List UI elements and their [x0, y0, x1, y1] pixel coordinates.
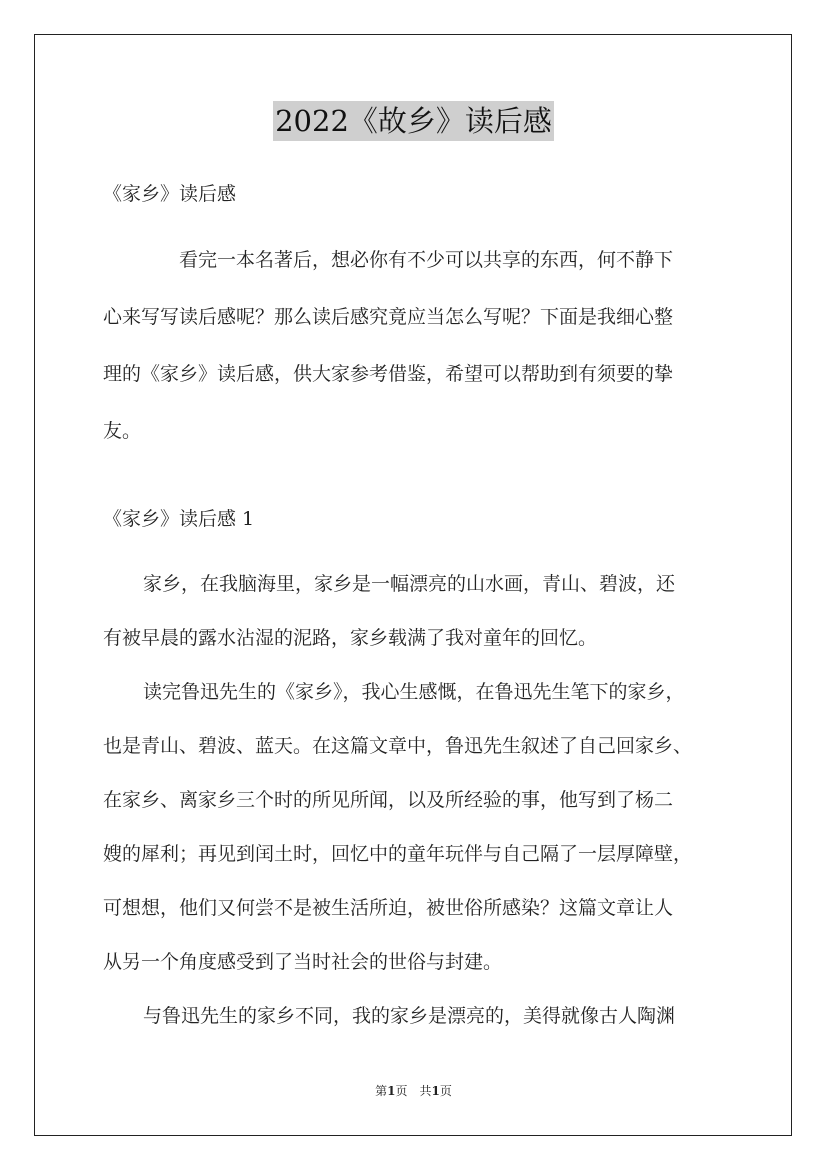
body-line: 在家乡、离家乡三个时的所见所闻，以及所经验的事，他写到了杨二	[103, 789, 674, 811]
page-footer	[0, 1083, 827, 1099]
intro-paragraph	[103, 232, 733, 460]
intro-line: 心来写写读后感呢？那么读后感究竟应当怎么写呢？下面是我细心整	[103, 306, 674, 328]
footer-mid: 页 共	[395, 1084, 432, 1098]
section-heading: 《家乡》读后感 1	[103, 508, 255, 530]
intro-line: 看完一本名著后，想必你有不少可以共享的东西，何不静下	[179, 249, 674, 271]
body-line: 家乡，在我脑海里，家乡是一幅漂亮的山水画，青山、碧波，还	[143, 573, 676, 595]
body-line: 与鲁迅先生的家乡不同，我的家乡是漂亮的，美得就像古人陶渊	[143, 1005, 676, 1027]
document-title: 2022《故乡》读后感	[273, 101, 554, 141]
document-subtitle: 《家乡》读后感	[103, 183, 237, 205]
body-line: 也是青山、碧波、蓝天。在这篇文章中，鲁迅先生叙述了自己回家乡、	[103, 735, 693, 757]
title-container	[0, 101, 827, 141]
footer-suffix: 页	[439, 1084, 452, 1098]
body-line: 读完鲁迅先生的《家乡》，我心生感慨，在鲁迅先生笔下的家乡，	[143, 681, 685, 703]
footer-prefix: 第	[375, 1084, 388, 1098]
body-text	[103, 557, 733, 1043]
footer-page-current: 1	[387, 1084, 396, 1098]
footer-page-total: 1	[431, 1084, 440, 1098]
body-line: 从另一个角度感受到了当时社会的世俗与封建。	[103, 951, 503, 973]
body-line: 可想想，他们又何尝不是被生活所迫，被世俗所感染？这篇文章让人	[103, 897, 674, 919]
body-line: 嫂的犀利；再见到闰土时，回忆中的童年玩伴与自己隔了一层厚障壁，	[103, 843, 693, 865]
intro-line: 友。	[103, 420, 142, 442]
body-line: 有被早晨的露水沾湿的泥路，家乡载满了我对童年的回忆。	[103, 627, 598, 649]
intro-line: 理的《家乡》读后感，供大家参考借鉴，希望可以帮助到有须要的挚	[103, 363, 674, 385]
